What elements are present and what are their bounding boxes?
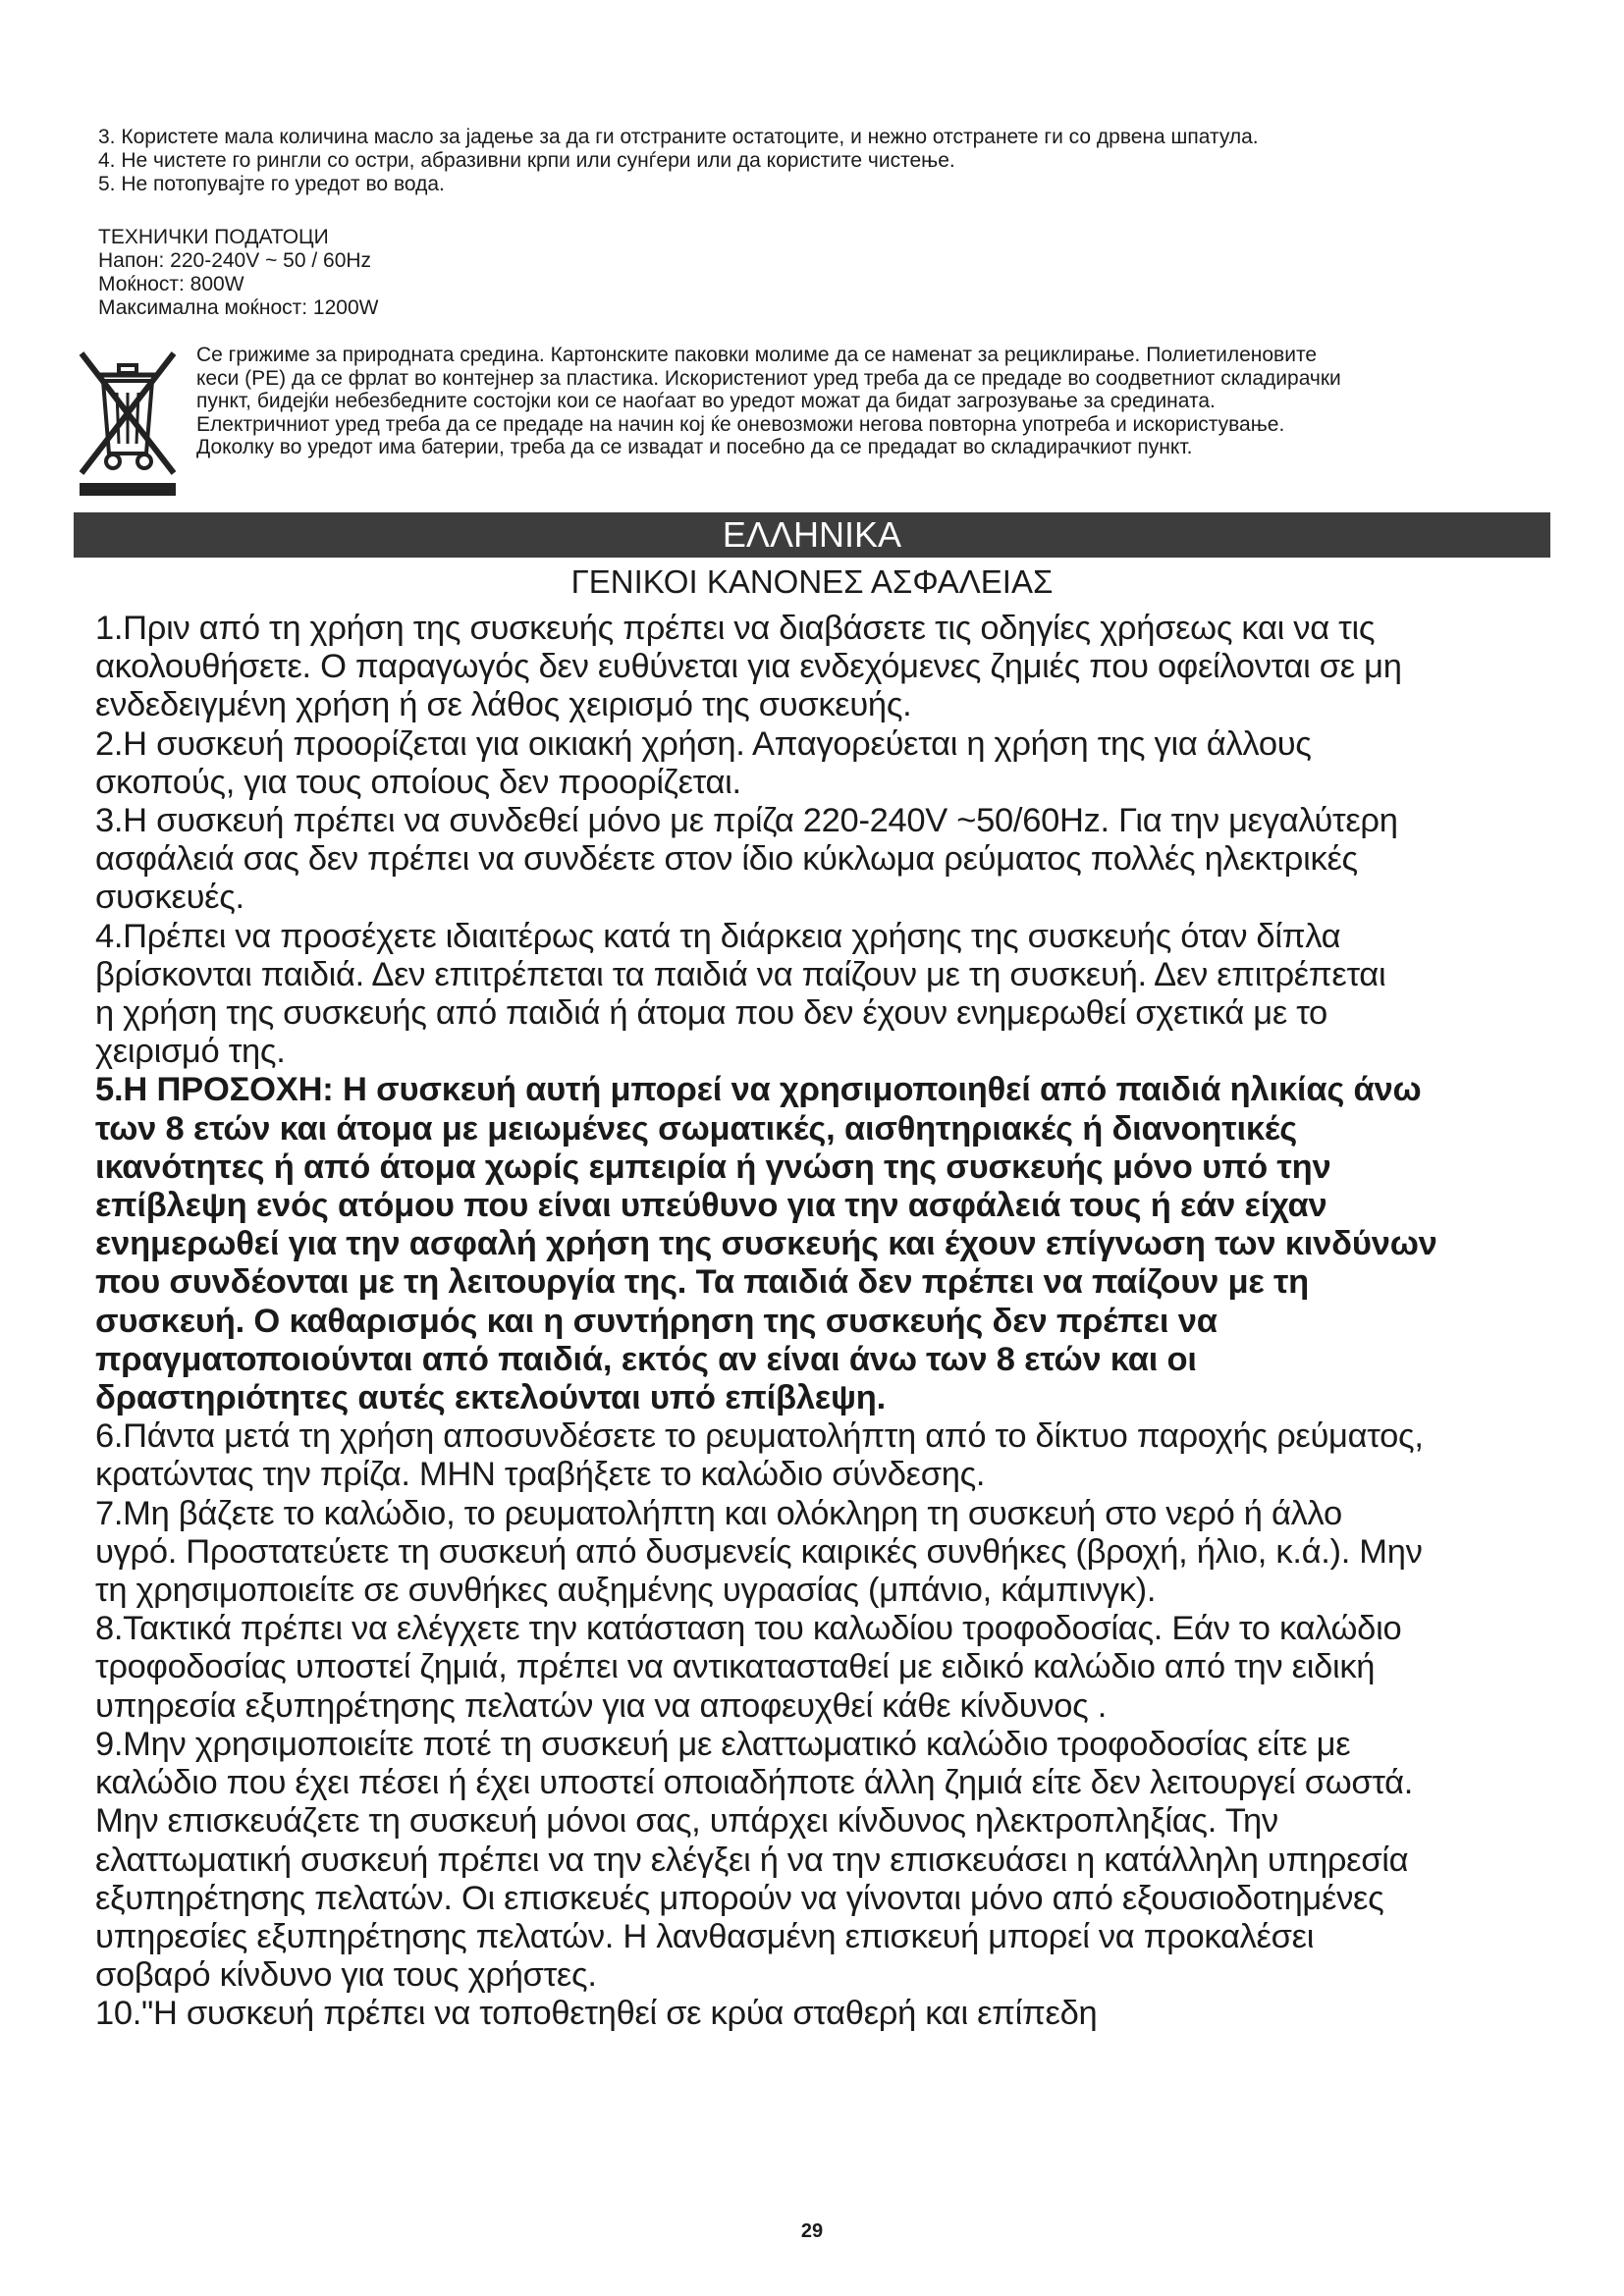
- body-line: 1.Πριν από τη χρήση της συσκευής πρέπει να διαβάσετε τις οδηγίες χρήσεως και να τις: [95, 610, 1376, 647]
- body-line: 5.Η ΠΡΟΣΟΧΗ: Η συσκευή αυτή μπορεί να χρησιμοποιηθεί από παιδιά ηλικίας άνω: [95, 1071, 1422, 1109]
- body-line: δραστηριότητες αυτές εκτελούνται υπό επίβλεψη.: [95, 1379, 887, 1417]
- environment-line: пункт, бидејќи небезбедните состојки кои се наоѓаат во уредот можат да бидат загрозување за средината.: [196, 390, 1216, 412]
- body-line: ενημερωθεί για την ασφαλή χρήση της συσκευής και έχουν επίγνωση των κινδύνων: [95, 1225, 1437, 1263]
- body-line: βρίσκονται παιδιά. Δεν επιτρέπεται τα παιδιά να παίζουν με τη συσκευή. Δεν επιτρέπεται: [95, 955, 1386, 993]
- body-line: χειρισμό της.: [95, 1033, 286, 1071]
- body-line: εξυπηρέτησης πελατών. Οι επισκευές μπορούν να γίνονται μόνο από εξουσιοδοτημένες: [95, 1879, 1384, 1917]
- body-line: σκοπούς, για τους οποίους δεν προορίζεται.: [95, 763, 741, 801]
- body-line: κρατώντας την πρίζα. ΜΗΝ τραβήξετε το καλώδιο σύνδεσης.: [95, 1456, 986, 1494]
- body-line: σοβαρό κίνδυνο για τους χρήστες.: [95, 1956, 597, 1995]
- body-line: 10."Η συσκευή πρέπει να τοποθετηθεί σε κρύα σταθερή και επίπεδη: [95, 1995, 1098, 2033]
- technical-data-line: Максимална моќност: 1200W: [98, 296, 379, 319]
- body-line: ελαττωματική συσκευή πρέπει να την ελέγξει ή να την επισκευάσει η κατάλληλη υπηρεσία: [95, 1841, 1409, 1879]
- body-line: 6.Πάντα μετά τη χρήση αποσυνδέσετε το ρευματολήπτη από το δίκτυο παροχής ρεύματος,: [95, 1417, 1424, 1456]
- weee-crossed-bin-icon: [74, 344, 182, 499]
- section-title: ΓΕΝΙΚΟΙ ΚΑΝΟΝΕΣ ΑΣΦΑΛΕΙΑΣ: [570, 563, 1054, 600]
- language-bar: ΕΛΛΗΝΙΚΑ: [74, 512, 1550, 558]
- body-line: υπηρεσίες εξυπηρέτησης πελατών. Η λανθασμένη επισκευή μπορεί να προκαλέσει: [95, 1917, 1315, 1955]
- body-line: ικανότητες ή από άτομα χωρίς εμπειρία ή γνώση της συσκευής μόνο υπό την: [95, 1148, 1331, 1186]
- environment-notice: [74, 344, 1546, 501]
- technical-data-line: Напон: 220-240V ~ 50 / 60Hz: [98, 249, 372, 272]
- environment-line: Се грижиме за природната средина. Картонските паковки молиме да се наменат за рециклирање. Полиетиленовите: [196, 344, 1318, 366]
- list-item: 3. Користете мала количина масло за јадење за да ги отстраните остатоците, и нежно отстранете ги со дрвена шпатула.: [98, 126, 1259, 148]
- body-line: ακολουθήσετε. Ο παραγωγός δεν ευθύνεται για ενδεχόμενες ζημιές που οφείλονται σε μη: [95, 648, 1402, 686]
- body-line: Μην επισκευάζετε τη συσκευή μόνοι σας, υπάρχει κίνδυνος ηλεκτροπληξίας. Την: [95, 1802, 1278, 1841]
- body-line: υγρό. Προστατεύετε τη συσκευή από δυσμενείς καιρικές συνθήκες (βροχή, ήλιο, κ.ά.). Μην: [95, 1532, 1423, 1571]
- body-line: η χρήση της συσκευής από παιδιά ή άτομα που δεν έχουν ενημερωθεί σχετικά με το: [95, 994, 1327, 1033]
- body-line: πραγματοποιούνται από παιδιά, εκτός αν είναι άνω των 8 ετών και οι: [95, 1340, 1197, 1378]
- technical-data-line: Моќност: 800W: [98, 273, 244, 295]
- body-line: υπηρεσία εξυπηρέτησης πελατών για να αποφευχθεί κάθε κίνδυνος .: [95, 1686, 1108, 1725]
- body-line: τροφοδοσίας υποστεί ζημιά, πρέπει να αντικατασταθεί με ειδικό καλώδιο από την ειδική: [95, 1648, 1376, 1686]
- technical-data-title: ТЕХНИЧКИ ПОДАТОЦИ: [98, 226, 329, 248]
- body-line: 4.Πρέπει να προσέχετε ιδιαιτέρως κατά τη διάρκεια χρήσης της συσκευής όταν δίπλα: [95, 917, 1341, 955]
- body-line: συσκευή. Ο καθαρισμός και η συντήρηση της συσκευής δεν πρέπει να: [95, 1302, 1218, 1340]
- safety-rules-text: [95, 610, 1548, 2034]
- list-item: 4. Не чистете го рингли со остри, абразивни крпи или сунѓери или да користите чистење.: [98, 149, 955, 172]
- body-line: ασφάλειά σας δεν πρέπει να συνδέετε στον ίδιο κύκλωμα ρεύματος πολλές ηλεκτρικές: [95, 840, 1358, 879]
- environment-line: кеси (PE) да се фрлат во контејнер за пластика. Искористениот уред треба да се предаде во соодветниот складирачки: [196, 366, 1341, 390]
- body-line: 7.Μη βάζετε το καλώδιο, το ρευματολήπτη και ολόκληρη τη συσκευή στο νερό ή άλλο: [95, 1494, 1342, 1532]
- list-item: 5. Не потопувајте го уредот во вода.: [98, 173, 445, 195]
- body-line: 3.Η συσκευή πρέπει να συνδεθεί μόνο με πρίζα 220-240V ~50/60Hz. Για την μεγαλύτερη: [95, 802, 1398, 840]
- environment-line: Доколку во уредот има батерии, треба да се извадат и посебно да се предадат во складирачкиот пункт.: [196, 436, 1193, 458]
- maintenance-list: [98, 126, 1532, 320]
- page-number: 29: [800, 2220, 824, 2242]
- body-line: 9.Μην χρησιμοποιείτε ποτέ τη συσκευή με ελαττωματικό καλώδιο τροφοδοσίας είτε με: [95, 1725, 1351, 1763]
- body-line: 8.Τακτικά πρέπει να ελέγχετε την κατάσταση του καλωδίου τροφοδοσίας. Εάν το καλώδιο: [95, 1610, 1402, 1648]
- body-line: που συνδέονται με τη λειτουργία της. Τα παιδιά δεν πρέπει να παίζουν με τη: [95, 1263, 1310, 1302]
- environment-line: Електричниот уред треба да се предаде на начин кој ќе оневозможи негова повторна употреба и искористување.: [196, 412, 1285, 436]
- body-line: καλώδιο που έχει πέσει ή έχει υποστεί οποιαδήποτε άλλη ζημιά είτε δεν λειτουργεί σωστά.: [95, 1764, 1414, 1802]
- body-line: 2.Η συσκευή προορίζεται για οικιακή χρήση. Απαγορεύεται η χρήση της για άλλους: [95, 724, 1312, 763]
- body-line: συσκευές.: [95, 879, 244, 917]
- body-line: επίβλεψη ενός ατόμου που είναι υπεύθυνο για την ασφάλειά τους ή εάν είχαν: [95, 1187, 1327, 1225]
- body-line: ενδεδειγμένη χρήση ή σε λάθος χειρισμό της συσκευής.: [95, 686, 912, 724]
- body-line: των 8 ετών και άτομα με μειωμένες σωματικές, αισθητηριακές ή διανοητικές: [95, 1109, 1298, 1148]
- body-line: τη χρησιμοποιείτε σε συνθήκες αυξημένης υγρασίας (μπάνιο, κάμπινγκ).: [95, 1572, 1157, 1610]
